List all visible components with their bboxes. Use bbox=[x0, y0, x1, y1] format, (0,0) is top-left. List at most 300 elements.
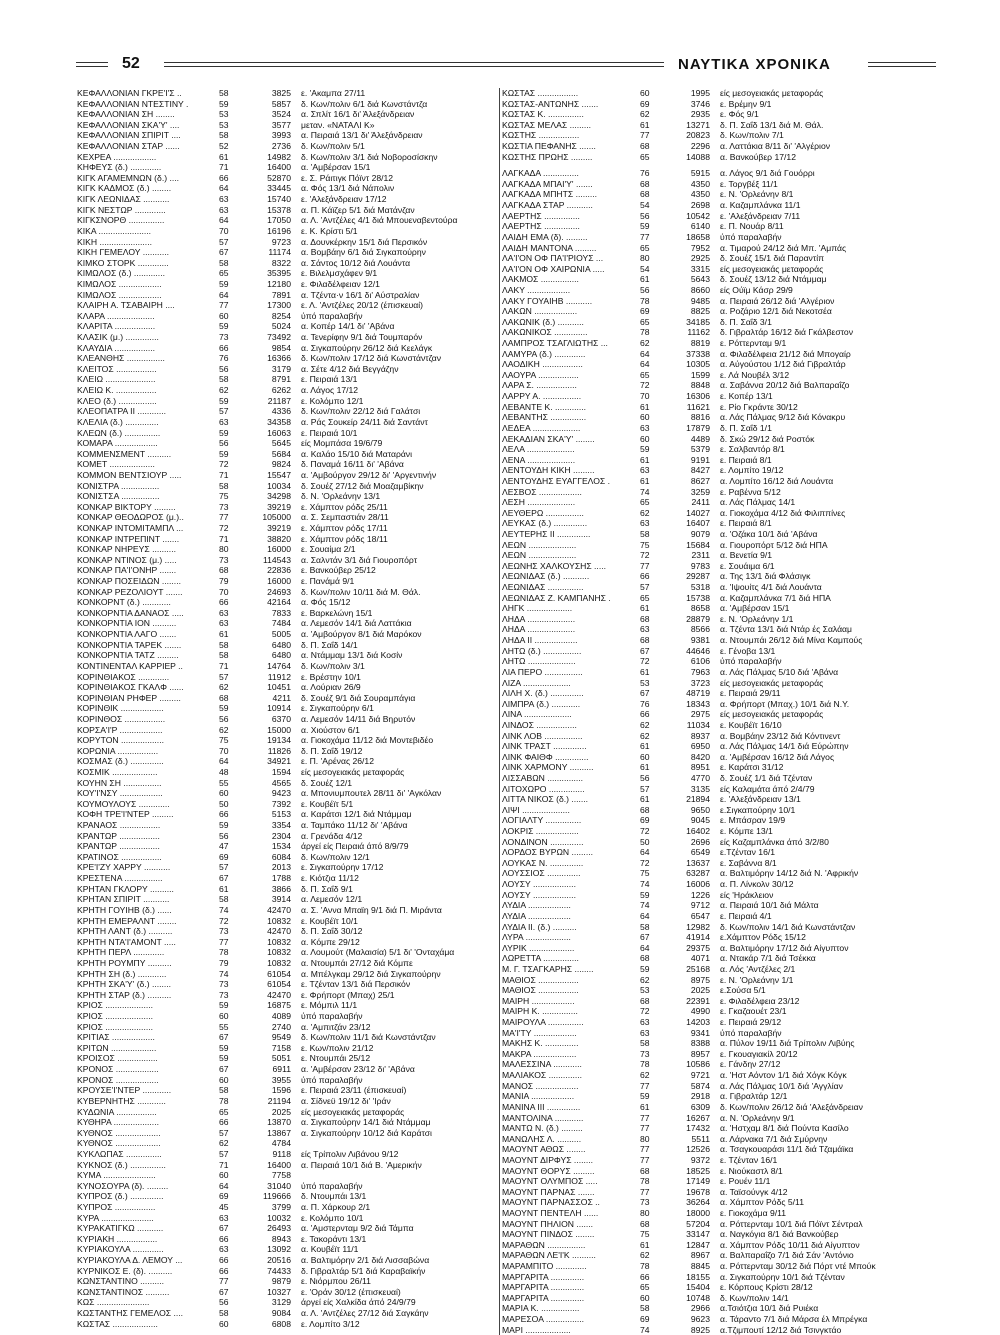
position-note: είς Καζαμπλάνκα άπό 3/2/80 bbox=[720, 836, 829, 847]
tonnage: 10305 bbox=[686, 359, 710, 370]
position-note: ε. Πειραιά 13/1 bbox=[301, 374, 358, 385]
ship-name: ΚΛΕΙΩ Κ. ................. bbox=[77, 385, 157, 396]
ship-name: ΚΟΡΙΝΘΙΑΚΟΣ ΓΚΑΛΦ ...... bbox=[77, 682, 184, 693]
position-note: ε. Βρέστην 10/1 bbox=[301, 671, 361, 682]
tonnage: 6808 bbox=[271, 1318, 291, 1329]
tonnage: 36264 bbox=[686, 1197, 710, 1208]
tonnage: 10832 bbox=[267, 947, 291, 958]
position-note: α. 'Αμβέρσαν 15/1 bbox=[301, 162, 371, 173]
ship-name: ΚΡΗΤΗ ΝΤΑ'Ι'ΑΜΟΝΤ ..... bbox=[77, 936, 176, 947]
tonnage: 10832 bbox=[267, 957, 291, 968]
ship-name: ΜΑΟΥΝΤ ΠΗΛΙΟΝ ....... bbox=[502, 1218, 594, 1229]
position-note: ε. Πειραιά 23/11 (έπισκευαί) bbox=[301, 1085, 407, 1096]
ship-row bbox=[500, 221, 940, 232]
built-year: 56 bbox=[219, 713, 229, 724]
ship-row bbox=[500, 826, 940, 837]
tonnage: 8658 bbox=[690, 603, 710, 614]
built-year: 65 bbox=[640, 1282, 650, 1293]
ship-name: ΛΟΥΚΑΣ Ν. .............. bbox=[502, 857, 584, 868]
built-year: 74 bbox=[640, 486, 650, 497]
ship-row bbox=[500, 518, 940, 529]
ship-row bbox=[77, 746, 497, 757]
tonnage: 7158 bbox=[271, 1042, 291, 1053]
tonnage: 4565 bbox=[271, 777, 291, 788]
ship-name: ΚΟΝΚΑΡ ΒΙΚΤΟΡΥ ......... bbox=[77, 501, 176, 512]
position-note: ε. Φιλαδέλφεια 23/12 bbox=[720, 995, 800, 1006]
ship-name: ΚΟΜΑΡΑ .................. bbox=[77, 438, 158, 449]
built-year: 79 bbox=[219, 576, 229, 587]
built-year: 59 bbox=[640, 889, 650, 900]
ship-name: ΚΡΟΝΟΣ .................. bbox=[77, 1064, 159, 1075]
built-year: 66 bbox=[219, 597, 229, 608]
ship-row bbox=[77, 576, 497, 587]
tonnage: 20823 bbox=[686, 130, 710, 141]
tonnage: 3799 bbox=[271, 1201, 291, 1212]
tonnage: 6549 bbox=[690, 847, 710, 858]
position-note: δ. Σουέζ 15/1 διά Παραντίπ bbox=[720, 253, 825, 264]
tonnage: 18000 bbox=[686, 1207, 710, 1218]
position-note: ε. Τακοράντι 13/1 bbox=[301, 1233, 367, 1244]
ship-row bbox=[500, 762, 940, 773]
position-note: ε. Βαρκελώνη 15/1 bbox=[301, 607, 373, 618]
position-note: δ. Παναμά 16/11 δι' 'Αβάνα bbox=[301, 459, 404, 470]
ship-row bbox=[77, 141, 497, 152]
ship-name: ΚΡΑΤΙΝΟΣ ................. bbox=[77, 851, 162, 862]
ship-name: ΚΟΝΚΑΡ ΙΝΤΟΜΙΤΑΜΠΛ ... bbox=[77, 522, 184, 533]
built-year: 72 bbox=[640, 826, 650, 837]
tonnage: 39219 bbox=[267, 522, 291, 533]
position-note: α. 'Ηστχαμ 8/1 διά Πούντα Κασίλο bbox=[720, 1123, 849, 1134]
ship-row bbox=[500, 720, 940, 731]
tonnage: 9723 bbox=[271, 236, 291, 247]
ship-name: ΚΛΑΡΙΤΑ ................. bbox=[77, 321, 156, 332]
position-note: α. Βανκούβερ 17/12 bbox=[720, 151, 796, 162]
ship-row bbox=[500, 635, 940, 646]
built-year: 71 bbox=[219, 1159, 229, 1170]
built-year: 63 bbox=[640, 624, 650, 635]
tonnage: 20516 bbox=[267, 1255, 291, 1266]
ship-row bbox=[77, 1075, 497, 1086]
tonnage: 105000 bbox=[262, 512, 291, 523]
built-year: 79 bbox=[219, 957, 229, 968]
built-year: 62 bbox=[640, 719, 650, 730]
ship-name: ΚΩΣΤΑΣ ................... bbox=[77, 1318, 158, 1329]
position-note: α. Πειραιά 10/1 διά Μάλτα bbox=[720, 900, 819, 911]
tonnage: 16196 bbox=[267, 225, 291, 236]
ship-row bbox=[77, 703, 497, 714]
position-note: ε. Κουβέϊτ 5/1 bbox=[301, 798, 354, 809]
built-year: 61 bbox=[219, 151, 229, 162]
tonnage: 37338 bbox=[686, 348, 710, 359]
position-note: είς Τρίπολιν Λιβάνου 9/12 bbox=[301, 1148, 399, 1159]
tonnage: 4211 bbox=[272, 692, 291, 703]
tonnage: 34921 bbox=[267, 756, 291, 767]
ship-row bbox=[77, 353, 497, 364]
built-year: 68 bbox=[219, 692, 229, 703]
tonnage: 22391 bbox=[686, 995, 710, 1006]
ship-row bbox=[500, 141, 940, 152]
position-note: α. Λάς Πάλμας 9/12 διά Κόνακρυ bbox=[720, 412, 846, 423]
position-note: είς μεσογειακάς μεταφοράς bbox=[301, 767, 405, 777]
position-note: α. Τσαγκουαράσι 11/1 διά Τζαμάϊκα bbox=[720, 1144, 854, 1155]
built-year: 77 bbox=[219, 512, 229, 523]
tonnage: 15684 bbox=[686, 539, 710, 550]
ship-name: ΚΩΝΣΤΑΝΤΙΝΟΣ .......... bbox=[77, 1286, 170, 1297]
tonnage: 2025 bbox=[690, 985, 710, 996]
ship-row bbox=[500, 1028, 940, 1039]
built-year: 72 bbox=[640, 550, 650, 561]
position-note: ύπό παραλαβήν bbox=[301, 1011, 363, 1022]
ship-name: ΜΑΡΓΑΡΙΤΑ .............. bbox=[502, 1271, 585, 1282]
tonnage: 9341 bbox=[690, 1027, 710, 1038]
position-note: α. Ρόττερνταμ 10/1 διά Πόϊντ Σέντραλ bbox=[720, 1218, 863, 1229]
ship-row bbox=[500, 1293, 940, 1304]
built-year: 59 bbox=[640, 221, 650, 232]
ship-name: ΚΥΡΝΙΚΟΣ Ε. (δ). .......... bbox=[77, 1265, 173, 1276]
built-year: 53 bbox=[219, 119, 229, 130]
ship-name: ΚΩΣΤΗΣ ................. bbox=[502, 130, 580, 141]
tonnage: 10832 bbox=[267, 936, 291, 947]
built-year: 76 bbox=[640, 698, 650, 709]
ship-row bbox=[77, 873, 497, 884]
ship-row bbox=[500, 996, 940, 1007]
position-note: α. Καλάο 15/10 διά Ματαράνι bbox=[301, 448, 413, 459]
tonnage: 8388 bbox=[690, 1038, 710, 1049]
ship-row bbox=[77, 534, 497, 545]
position-note: δ. Κων/πολιν 3/1 διά Νοβοροσίσκην bbox=[301, 151, 438, 162]
ship-name: ΛΙΝΚ ΛΟΒ ................ bbox=[502, 730, 583, 741]
ship-row bbox=[500, 349, 940, 360]
ship-row bbox=[500, 327, 940, 338]
ship-row bbox=[500, 359, 940, 370]
tonnage: 34358 bbox=[267, 416, 291, 427]
tonnage: 9191 bbox=[690, 454, 710, 465]
tonnage: 3723 bbox=[690, 677, 710, 688]
ship-row bbox=[500, 274, 940, 285]
ship-name: ΛΕΚΑΔΙΑΝ ΣΚΑ'Υ' ........ bbox=[502, 433, 595, 444]
position-note: ε. Βρέμην 9/1 bbox=[720, 98, 772, 109]
built-year: 59 bbox=[219, 1053, 229, 1064]
ship-row bbox=[500, 571, 940, 582]
tonnage: 14027 bbox=[686, 507, 710, 518]
ship-name: Μ. Γ. ΤΣΑΓΚΑΡΗΣ ........ bbox=[502, 963, 594, 974]
ship-row bbox=[500, 646, 940, 657]
built-year: 60 bbox=[219, 1011, 229, 1022]
ship-name: ΛΑΚΩΝΙΚΟΣ .............. bbox=[502, 327, 588, 338]
position-note: α. Σπλίτ 16/1 δι' Άλεξάνδρειαν bbox=[301, 109, 415, 120]
ship-row bbox=[77, 544, 497, 555]
tonnage: 11621 bbox=[686, 401, 710, 412]
built-year: 78 bbox=[219, 947, 229, 958]
ship-name: ΚΡΟΙΣΟΣ ................. bbox=[77, 1053, 158, 1064]
position-note: ε. Ν. 'Ορλεάνην 8/1 bbox=[720, 189, 794, 200]
tonnage: 41914 bbox=[686, 932, 710, 943]
tonnage: 11034 bbox=[686, 719, 710, 730]
ship-name: ΜΑΟΥΝΤ ΑΘΩΣ ........ bbox=[502, 1144, 586, 1155]
ship-name: ΜΑΙΡΟΥΛΑ ............... bbox=[502, 1017, 584, 1028]
ship-name: ΚΛΕΟ (δ.) ................ bbox=[77, 395, 157, 406]
built-year: 58 bbox=[219, 1085, 229, 1096]
ship-name: ΜΑΟΥΝΤ ΠΙΝΔΟΣ ........ bbox=[502, 1229, 595, 1240]
tonnage: 17149 bbox=[686, 1176, 710, 1187]
tonnage: 3993 bbox=[271, 130, 291, 141]
built-year: 74 bbox=[640, 1324, 650, 1335]
ship-name: ΛΕΝΤΟΥΔΗΣ ΕΥΑΓΓΕΛΟΣ . bbox=[502, 475, 611, 486]
built-year: 63 bbox=[640, 422, 650, 433]
tonnage: 9824 bbox=[271, 459, 291, 470]
position-note: α. Σαβάννα 20/12 διά Βαλπαραΐζο bbox=[720, 380, 850, 391]
ship-name: ΚΙΜΚΟ ΣΤΟΡΚ ............. bbox=[77, 257, 169, 268]
tonnage: 42164 bbox=[267, 597, 291, 608]
tonnage: 33445 bbox=[267, 183, 291, 194]
ship-name: ΚΙΓΚ ΚΑΔΜΟΣ (δ.) ........ bbox=[77, 183, 172, 194]
ship-row bbox=[77, 290, 497, 301]
position-note: ε. Ρόττερνταμ 9/1 bbox=[720, 338, 787, 349]
ship-name: ΚΕΦΑΛΛΟΝΙΑΝ ΣΚΑ'Υ' .... bbox=[77, 119, 180, 130]
built-year: 61 bbox=[640, 119, 650, 130]
built-year: 77 bbox=[640, 231, 650, 242]
ship-name: ΜΑΟΥΝΤ ΘΟΡΥΣ ......... bbox=[502, 1165, 595, 1176]
built-year: 61 bbox=[640, 741, 650, 752]
tonnage: 4784 bbox=[271, 1138, 291, 1149]
ship-row bbox=[500, 317, 940, 328]
ship-name: ΚΟΡΩΝΙΑ ................. bbox=[77, 745, 159, 756]
ship-row bbox=[500, 1059, 940, 1070]
position-note: ε. Κόμπε 13/1 bbox=[720, 826, 773, 837]
built-year: 62 bbox=[219, 385, 229, 396]
tonnage: 8951 bbox=[690, 762, 710, 773]
position-note: α. Λός 'Αντζέλες 2/1 bbox=[720, 963, 796, 974]
position-note: α.Τσιότζια 10/1 διά Ρυιέκα bbox=[720, 1303, 819, 1314]
tonnage: 61054 bbox=[267, 968, 291, 979]
ship-name: ΚΡΟΝΟΣ .................. bbox=[77, 1074, 159, 1085]
ship-name: ΛΟΓΙΑΛΤΥ ............... bbox=[502, 815, 582, 826]
ship-row bbox=[77, 120, 497, 131]
ship-row bbox=[500, 391, 940, 402]
position-note: δ. Κων/πολιν 12/1 bbox=[301, 851, 370, 862]
ship-name: ΛΑ'Ι'ΟΝ ΟΦ ΧΑΙΡΩΝΙΑ ..... bbox=[502, 263, 605, 274]
tonnage: 10586 bbox=[686, 1059, 710, 1070]
position-note: α. Λάς Πάλμας 14/1 bbox=[720, 497, 796, 508]
tonnage: 9650 bbox=[690, 804, 710, 815]
tonnage: 6309 bbox=[690, 1101, 710, 1112]
built-year: 68 bbox=[640, 804, 650, 815]
ship-row bbox=[500, 434, 940, 445]
ship-row bbox=[77, 1181, 497, 1192]
tonnage: 5379 bbox=[690, 444, 710, 455]
position-note: ύπό παραλαβήν bbox=[301, 310, 363, 321]
built-year: 68 bbox=[219, 565, 229, 576]
ship-row bbox=[500, 943, 940, 954]
ship-name: ΜΑΡΑΘΩΝ ................ bbox=[502, 1239, 586, 1250]
tonnage: 2411 bbox=[691, 497, 710, 508]
tonnage: 16267 bbox=[686, 1112, 710, 1123]
ship-name: ΛΑΚΥ ΓΟΥΑΙΗΒ ........... bbox=[502, 295, 593, 306]
tonnage: 8943 bbox=[271, 1233, 291, 1244]
ship-row bbox=[500, 1272, 940, 1283]
built-year: 59 bbox=[219, 1042, 229, 1053]
ship-name: ΛΕΩΝΙΔΑΣ (δ.) ........... bbox=[502, 571, 590, 582]
position-note: ε. Λ. 'Αντζέλες 20/12 (έπισκευαί) bbox=[301, 300, 424, 311]
built-year: 67 bbox=[219, 247, 229, 258]
built-year: 70 bbox=[640, 391, 650, 402]
ship-row bbox=[77, 979, 497, 990]
position-note: α. Λ. 'Αντζέλες 4/1 διά Μπουεναβεντούρα bbox=[301, 215, 458, 226]
built-year: 50 bbox=[640, 836, 650, 847]
position-note: α. Ρόττερνταμ 30/12 διά Πόρτ ντέ Μπούκ bbox=[720, 1261, 876, 1272]
ship-row bbox=[77, 1276, 497, 1287]
position-note: ε. Τζένταν 13/1 διά Περσικόν bbox=[301, 979, 411, 990]
built-year: 58 bbox=[640, 528, 650, 539]
built-year: 67 bbox=[640, 645, 650, 656]
built-year: 74 bbox=[640, 900, 650, 911]
ship-row bbox=[500, 699, 940, 710]
position-note: α. Λάς Πάλμας 10/1 διά 'Αγγλίαν bbox=[720, 1080, 843, 1091]
ship-row bbox=[77, 947, 497, 958]
tonnage: 9372 bbox=[690, 1154, 710, 1165]
position-note: α. Λάγος 17/12 bbox=[301, 385, 359, 396]
ship-name: ΚΟΦΗ ΤΡΕ'Ι'ΝΤΕΡ ......... bbox=[77, 809, 174, 820]
tonnage: 16063 bbox=[267, 427, 291, 438]
ship-row bbox=[77, 587, 497, 598]
built-year: 65 bbox=[640, 369, 650, 380]
tonnage: 22836 bbox=[267, 565, 291, 576]
ship-name: ΚΡΙΟΣ .................... bbox=[77, 1011, 153, 1022]
built-year: 66 bbox=[219, 172, 229, 183]
ship-row bbox=[77, 1160, 497, 1171]
position-note: α. 'Αμβέρσαν 16/12 διά Λάγος bbox=[720, 751, 835, 762]
ship-row bbox=[77, 364, 497, 375]
position-note: ε. Κων/πολιν 21/12 bbox=[301, 1042, 374, 1053]
built-year: 59 bbox=[219, 820, 229, 831]
tonnage: 3135 bbox=[690, 783, 710, 794]
built-year: 59 bbox=[219, 703, 229, 714]
position-note: α. Φρήπορτ (Μπαχ.) 10/1 διά Ν.Υ. bbox=[720, 698, 850, 709]
position-note: ύπό παραλαβήν bbox=[301, 1074, 363, 1085]
position-note: δ. Π. Σαΐδ 19/12 bbox=[301, 745, 363, 756]
ship-row bbox=[500, 1155, 940, 1166]
built-year: 71 bbox=[219, 469, 229, 480]
built-year: 55 bbox=[219, 1021, 229, 1032]
built-year: 63 bbox=[219, 1244, 229, 1255]
tonnage: 25168 bbox=[686, 963, 710, 974]
built-year: 62 bbox=[640, 974, 650, 985]
built-year: 61 bbox=[640, 274, 650, 285]
ship-row bbox=[77, 502, 497, 513]
built-year: 60 bbox=[640, 412, 650, 423]
ship-name: ΚΡΕΣΤΕΝΑ ................ bbox=[77, 873, 163, 884]
position-note: α. Ντουμπάι 26/12 διά Μίνα Καμπούς bbox=[720, 635, 863, 646]
ship-name: ΜΑΛΕΣΣΙΝΑ ............ bbox=[502, 1059, 582, 1070]
tonnage: 34185 bbox=[686, 316, 710, 327]
ship-name: ΛΕΩΝ .................... bbox=[502, 550, 577, 561]
ship-row bbox=[77, 1244, 497, 1255]
ship-name: ΚΡΕ'Ι'ΖΥ ΧΑΡΡΥ ........... bbox=[77, 862, 171, 873]
built-year: 68 bbox=[640, 189, 650, 200]
ship-name: ΚΡΟΥΣΕ'Ι'ΝΤΕΡ ............ bbox=[77, 1085, 172, 1096]
tonnage: 1594 bbox=[271, 767, 291, 777]
built-year: 63 bbox=[640, 1027, 650, 1038]
position-note: δ. Π. Σαΐδ 14/1 bbox=[301, 639, 358, 650]
built-year: 62 bbox=[640, 1070, 650, 1081]
position-note: δ. Κων/πολιν 10/11 διά Μ. Θάλ. bbox=[301, 586, 421, 597]
ship-row bbox=[77, 268, 497, 279]
ship-row bbox=[500, 868, 940, 879]
built-year: 60 bbox=[219, 1170, 229, 1181]
built-year: 62 bbox=[640, 109, 650, 120]
built-year: 47 bbox=[219, 841, 229, 852]
ship-name: ΛΑΙΔΗ ΜΑΝΤΟΝΑ ......... bbox=[502, 242, 597, 253]
position-note: δ. Κων/πολιν 7/1 bbox=[720, 130, 784, 141]
tonnage: 2966 bbox=[690, 1303, 710, 1314]
ship-row bbox=[500, 200, 940, 211]
position-note: α. Λομπίτο 16/12 διά Λουάντα bbox=[720, 475, 834, 486]
position-note: α. Τζέντα 13/1 διά Ντάρ ές Σαλάαμ bbox=[720, 624, 852, 635]
ship-name: ΚΙΜΩΛΟΣ (δ.) ............. bbox=[77, 268, 165, 279]
position-note: ύπό παραλαβήν bbox=[720, 231, 782, 242]
header-rule bbox=[164, 62, 664, 63]
ship-row bbox=[500, 922, 940, 933]
built-year: 57 bbox=[219, 406, 229, 417]
ship-name: ΛΕΩΝΙΔΑΣ Ζ. ΚΑΜΠΑΝΗΣ . bbox=[502, 592, 611, 603]
ship-row bbox=[77, 1255, 497, 1266]
built-year: 62 bbox=[219, 1138, 229, 1149]
built-year: 59 bbox=[219, 448, 229, 459]
built-year: 58 bbox=[219, 639, 229, 650]
ship-name: ΚΟΝΙΣΤΣΑ ................ bbox=[77, 491, 160, 502]
built-year: 71 bbox=[219, 162, 229, 173]
built-year: 72 bbox=[640, 1006, 650, 1017]
ship-name: ΚΡΗΤΗ ΛΑΝΤ (δ.) .......... bbox=[77, 926, 173, 937]
ship-row bbox=[500, 1314, 940, 1325]
tonnage: 35395 bbox=[267, 268, 291, 279]
built-year: 75 bbox=[219, 735, 229, 746]
built-year: 72 bbox=[219, 459, 229, 470]
tonnage: 14764 bbox=[267, 660, 291, 671]
ship-name: ΛΙΝΚ ΦΑΙΘΦ .............. bbox=[502, 751, 589, 762]
position-note: α. Τιμαρού 24/12 διά Μπ. 'Αμπάς bbox=[720, 242, 847, 253]
tonnage: 6950 bbox=[690, 741, 710, 752]
tonnage: 2296 bbox=[690, 141, 710, 152]
position-note: ε.Τζένταν 16/1 bbox=[720, 847, 776, 858]
ship-name: ΚΙΚΗ ...................... bbox=[77, 236, 152, 247]
ship-name: ΛΥΔΙΑ .................. bbox=[502, 910, 571, 921]
tonnage: 2740 bbox=[271, 1021, 291, 1032]
position-note: α. Κοπέρ 14/1 δι' 'Αβάνα bbox=[301, 321, 395, 332]
ship-row bbox=[77, 1128, 497, 1139]
built-year: 66 bbox=[219, 342, 229, 353]
ship-name: ΚΥΝΟΣΟΥΡΑ (δ). ......... bbox=[77, 1180, 169, 1191]
position-note: ε. 'Ακαμπα 27/11 bbox=[301, 88, 366, 98]
tonnage: 5643 bbox=[690, 274, 710, 285]
header-rule bbox=[164, 66, 664, 67]
built-year: 48 bbox=[219, 767, 229, 777]
ship-name: ΜΑΝΟΣ .................. bbox=[502, 1080, 579, 1091]
ship-row bbox=[500, 423, 940, 434]
tonnage: 2304 bbox=[271, 830, 291, 841]
position-note: α. Ταμπάκο 11/12 δι' 'Αβάνα bbox=[301, 820, 408, 831]
built-year: 63 bbox=[219, 618, 229, 629]
built-year: 58 bbox=[219, 374, 229, 385]
position-note: ε. Λομπίτο 3/12 bbox=[301, 1318, 360, 1329]
ship-name: ΚΛΑΡΑ .................... bbox=[77, 310, 155, 321]
position-note: α. Λεμεσόν 12/1 bbox=[301, 894, 363, 905]
tonnage: 13271 bbox=[686, 119, 710, 130]
built-year: 59 bbox=[219, 1000, 229, 1011]
ship-name: ΚΟΝΚΟΡΝΤΙΑ ΛΑΓΟ ....... bbox=[77, 629, 177, 640]
position-note: ε. Κολόμπο 12/1 bbox=[301, 395, 364, 406]
header-rule bbox=[76, 62, 108, 63]
